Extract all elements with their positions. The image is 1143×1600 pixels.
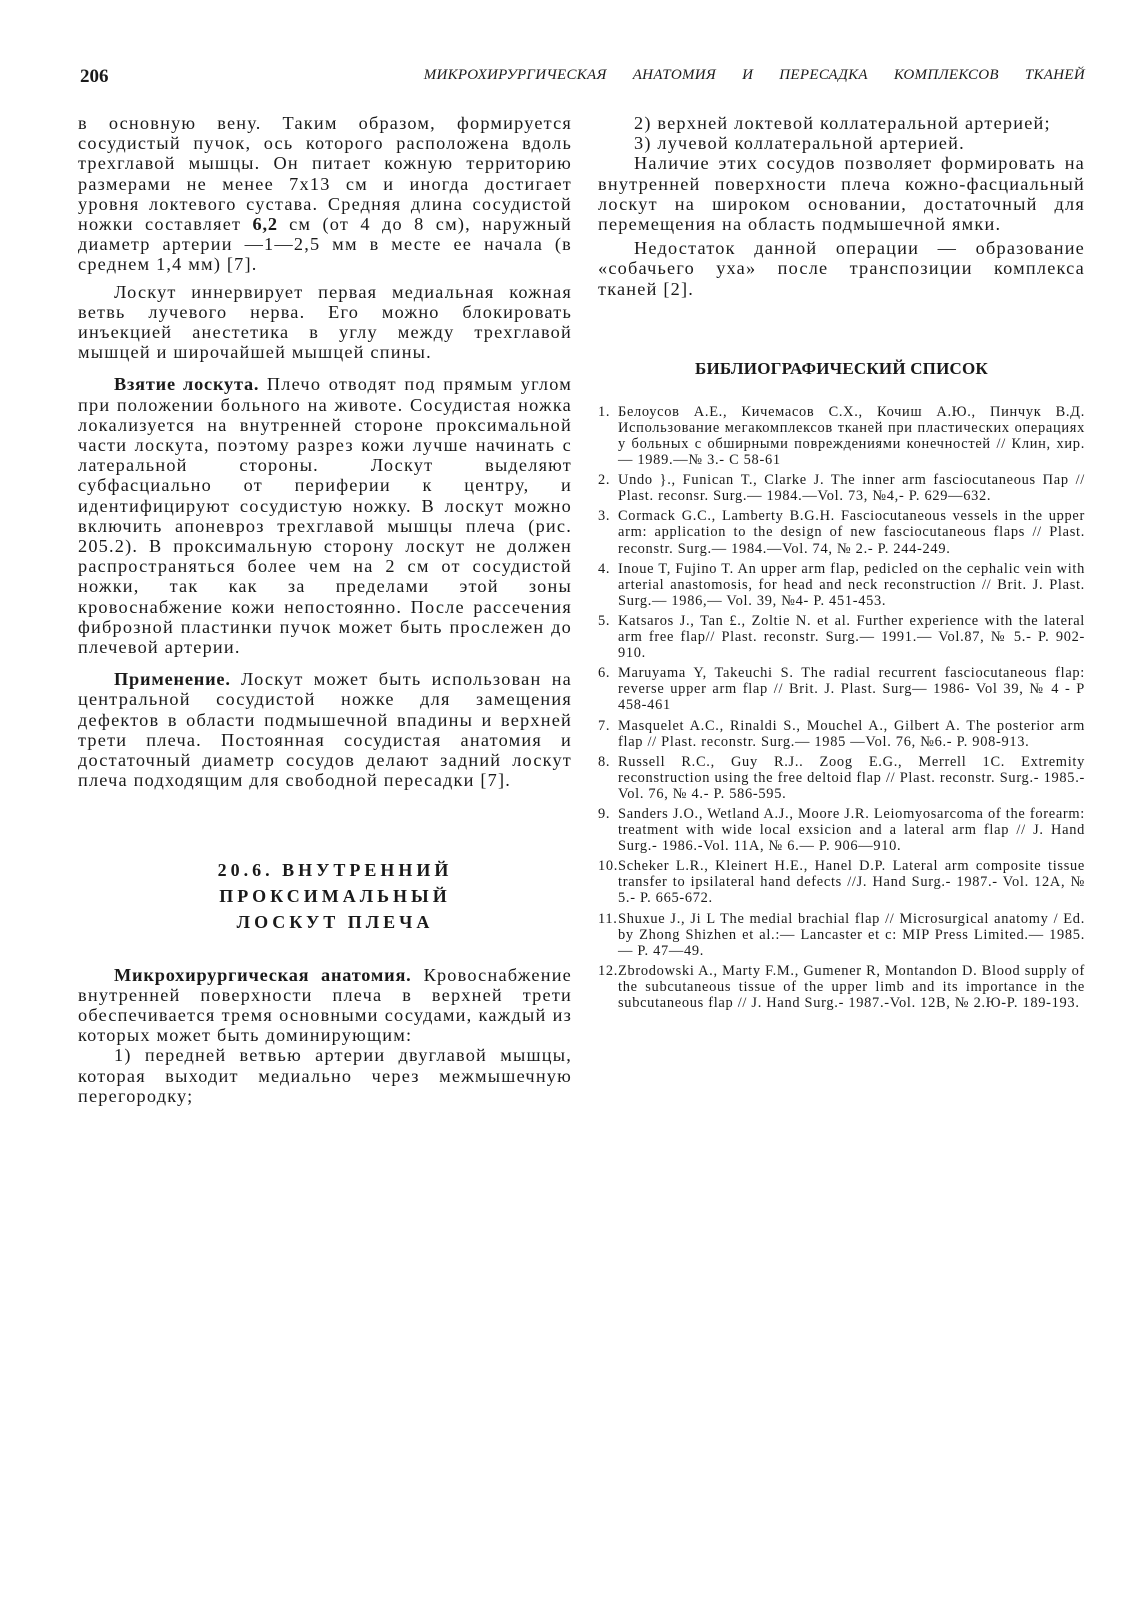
section-heading: 20.6. ВНУТРЕННИЙ ПРОКСИМАЛЬНЫЙ ЛОСКУТ ПЛЕЧА: [217, 859, 453, 932]
right-column: [598, 113, 1085, 1015]
reference-item: 1. Белоусов А.Е., Кичемасов С.Х., Кочиш А.Ю., Пинчук В.Д. Использование мегакомплексов тканей при пластических операциях у больных с обширными повреждениями конечностей // Клин, хир.— 1989.—№ 3.- С 58-61: [598, 403, 1085, 469]
run-in-heading: Применение.: [114, 669, 231, 690]
reference-item: 6. Maruyama Y, Takeuchi S. The radial recurrent fasciocutaneous flap: reverse upper arm flap // Brit. J. Plast. Surg— 1986- Vol 39, № 4 - P 458-461: [598, 665, 1085, 714]
run-in-heading: Взятие лоскута.: [114, 374, 260, 395]
reference-item: 12. Zbrodowski A., Marty F.M., Gumener R, Montandon D. Blood supply of the subcutaneous tissue of the upper limb and its importance in the subcutaneous flap // J. Hand Surg.- 1987.-Vol. 12B, № 2.Ю-P. 189-193.: [598, 962, 1085, 1012]
reference-item: 7. Masquelet A.C., Rinaldi S., Mouchel A., Gilbert A. The posterior arm flap // Plast. reconstr. Surg.— 1985 —Vol. 76, №6.- P. 908-913.: [598, 717, 1085, 750]
reference-item: 8. Russell R.C., Guy R.J.. Zoog E.G., Merrell 1C. Extremity reconstruction using the free deltoid flap // Plast. reconstr. Surg.- 1985.- Vol. 76, № 4.- P. 586-595.: [598, 753, 1085, 802]
bibliography-heading: БИБЛИОГРАФИЧЕСКИЙ СПИСОК: [695, 358, 988, 378]
reference-item: 3. Cormack G.C., Lamberty B.G.H. Fasciocutaneous vessels in the upper arm: application to the design of new fasciocutaneous flaps // Plast. reconstr. Surg.— 1984.—Vol. 74, № 2.- P. 244-249.: [598, 508, 1085, 557]
paragraph: Наличие этих сосудов позволяет формировать на внутренней поверхности плеча кожно-фасциальный лоскут на широком основании, достаточный для перемещения на область подмышечной ямки.: [598, 153, 1085, 235]
paragraph: Взятие лоскута. Плечо отводят под прямым углом при положении больного на животе. Сосудистая ножка локализуется на внутренней стороне проксимальной части лоскута, поэтому разрез кожи лучше начинать с латеральной стороны. Лоскут выделяют субфасциально от периферии к центру, и идентифицируют сосудистую ножку. В лоскут можно включить апоневроз трехглавой мышцы плеча (рис. 205.2). В проксимальную сторону лоскут не должен распространяться более чем на 2 см от сосудистой ножки, так как за пределами этой зоны кровоснабжение кожи непостоянно. После рассечения фиброзной пластинки пучок может быть прослежен до плечевой артерии.: [78, 374, 573, 658]
reference-item: 2. Undo }., Funican Т., Clarke J. The inner arm fasciocutaneous Пар // Plast. reconsr. Surg.— 1984.—Vol. 73, №4,- P. 629—632.: [598, 472, 1085, 505]
left-column: [78, 113, 572, 1106]
reference-item: 9. Sanders J.O., Wetland A.J., Moore J.R. Leiomyosarcoma of the forearm: treatment with wide local exsicion and a lateral arm flap // J. Hand Surg.- 1986.-Vol. 11A, № 6.— P. 906—910.: [598, 805, 1085, 855]
bibliography-list: [598, 404, 1085, 1011]
run-in-heading: Микрохирургическая анатомия.: [114, 964, 412, 985]
running-title: МИКРОХИРУРГИЧЕСКАЯ АНАТОМИЯ И ПЕРЕСАДКА КОМПЛЕКСОВ ТКАНЕЙ: [423, 67, 1085, 83]
page-number: 206: [80, 66, 109, 87]
list-item: 2) верхней локтевой коллатеральной артерией;: [634, 113, 1051, 133]
paragraph: Лоскут иннервирует первая медиальная кожная ветвь лучевого нерва. Его можно блокировать инъекцией анестетика в углу между трехглавой мышцей и широчайшей мышцей спины.: [78, 281, 572, 363]
reference-item: 11. Shuxue J., Ji L The medial brachial flap // Microsurgical anatomy / Ed. by Zhong Shizhen et al.:— Lancaster et c: MIP Press Limited.— 1985.— P. 47—49.: [598, 910, 1085, 959]
paragraph: в основную вену. Таким образом, формируется сосудистый пучок, ось которого расположена вдоль трехглавой мышцы. Он питает кожную территорию размерами не менее 7х13 см и иногда достигает уровня локтевого сустава. Средняя длина сосудистой ножки составляет 6,2 см (от 4 до 8 см), наружный диаметр артерии —1—2,5 мм в месте ее начала (в среднем 1,4 мм) [7].: [78, 113, 572, 275]
list-item: 3) лучевой коллатеральной артерией.: [634, 133, 965, 154]
reference-item: 10. Scheker L.R., Kleinert H.E., Hanel D.P. Lateral arm composite tissue transfer to ipsilateral hand defects //J. Hand Surg.- 1987.- Vol. 12A, № 5.- P. 665-672.: [598, 858, 1085, 907]
paragraph: Микрохирургическая анатомия. Кровоснабжение внутренней поверхности плеча в верхней трети обеспечивается тремя основными сосудами, каждый из которых может быть доминирующим:: [78, 964, 572, 1046]
paragraph: Недостаток данной операции — образование «собачьего уха» после транспозиции комплекса тканей [2].: [598, 238, 1085, 299]
list-item: 1) передней ветвью артерии двуглавой мышцы, которая выходит медиально через межмышечную перегородку;: [78, 1045, 572, 1106]
reference-item: 4. Inoue T, Fujino T. An upper arm flap, pedicled on the cephalic vein with arterial anastomosis, for head and neck reconstruction // Brit. J. Plast. Surg.— 1986,— Vol. 39, №4- P. 451-453.: [598, 560, 1085, 609]
paragraph: Применение. Лоскут может быть использован на центральной сосудистой ножке для замещения дефектов в области подмышечной впадины и верхней трети плеча. Постоянная сосудистая анатомия и достаточный диаметр сосудов делают задний лоскут плеча подходящим для свободной пересадки [7].: [78, 669, 572, 791]
running-head: [80, 66, 1085, 92]
reference-item: 5. Katsaros J., Tan £., Zoltie N. et al. Further experience with the lateral arm free flap// Plast. reconstr. Surg.— 1991.— Vol.87, № 5.- P. 902-910.: [598, 612, 1085, 662]
